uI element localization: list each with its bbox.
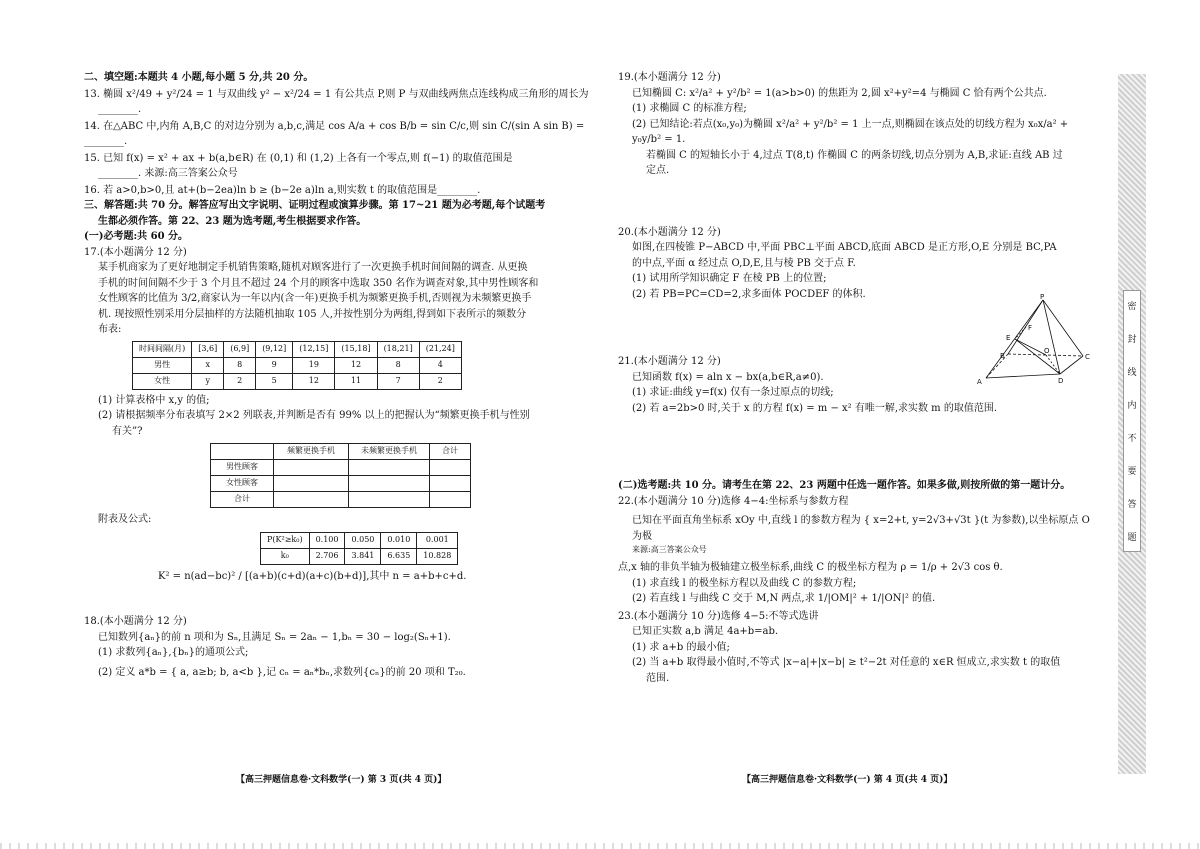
question-22-part-2: (2) 若直线 l 与曲线 C 交于 M,N 两点,求 1/|OM|² + 1/|ON|² 的值. [632,593,936,605]
table-cell: 7 [377,373,419,389]
table-row [133,357,462,373]
fill-section-title: 二、填空题:本题共 4 小题,每小题 5 分,共 20 分。 [84,72,314,83]
pyramid-figure [972,292,1094,386]
question-20-part-2: (2) 若 PB=PC=CD=2,求多面体 POCDEF 的体积. [632,288,866,300]
question-17-line: 女性顾客的比值为 3/2,商家认为一年以内(含一年)更换手机为频繁更换手机,否则视为未频繁更换手 [98,293,532,304]
table-header-cell: (6,9] [224,341,256,357]
table-cell: y [192,373,224,389]
question-21-part-1: (1) 求证:曲线 y=f(x) 仅有一条过原点的切线; [632,387,834,398]
question-18-part-1: (1) 求数列{aₙ},{bₙ}的通项公式; [98,647,249,658]
question-17-line: 机. 现按照性别采用分层抽样的方法随机抽取 105 人,并按性别分为两组,得到如下表所示的频数分 [98,308,527,320]
seal-line-notice [1123,290,1141,552]
table-cell: 19 [293,357,335,373]
question-20-head: 20.(本小题满分 12 分) [618,226,721,238]
table-cell: 8 [224,357,256,373]
table-cell: 10.828 [417,548,458,564]
label-d: D [1058,377,1064,385]
question-17-part-2b: 有关”? [112,425,143,437]
table-cell: x [192,357,224,373]
required-title: (一)必考题:共 60 分。 [84,231,189,242]
question-19-part-2: (2) 已知结论:若点(x₀,y₀)为椭圆 x²/a² + y²/b² = 1 上一点,则椭圆在该点处的切线方程为 x₀x/a² + y₀y/b² = 1. [632,118,1069,145]
question-22-part-1: (1) 求直线 l 的极坐标方程以及曲线 C 的参数方程; [632,577,857,589]
seal-char: 封 [1127,335,1137,345]
label-f: F [1028,324,1033,332]
question-22-line: 已知在平面直角坐标系 xOy 中,直线 l 的参数方程为 { x=2+t, y=2√3+√3t }(t 为参数),以坐标原点 O 为极 [632,515,1090,542]
seal-char: 密 [1127,302,1137,312]
left-page-footer: 【高三押题信息卷·文科数学(一) 第 3 页(共 4 页)】 [236,775,447,785]
seal-char: 线 [1127,368,1137,378]
question-17-part-1: (1) 计算表格中 x,y 的值; [98,394,210,406]
table-cell: P(K²≥k₀) [261,532,310,548]
critical-value-table [260,532,458,565]
table-cell: 6.635 [381,548,417,564]
table-cell: 0.050 [345,532,381,548]
seal-char: 要 [1127,467,1137,477]
question-15: 15. 已知 f(x) = x² + ax + b(a,b∈R) 在 (0,1) 和 (1,2) 上各有一个零点,则 f(−1) 的取值范围是 [84,152,513,164]
table-row [211,492,471,508]
table-header-cell: (21,24] [419,341,461,357]
left-page [84,70,592,680]
elective-section-title: (二)选考题:共 10 分。请考生在第 22、23 两题中任选一题作答。如果多做,则按所做的第一题计分。 [618,480,1071,491]
table-cell: 2 [419,373,461,389]
table-cell: 0.100 [309,532,345,548]
question-23-part-2b: 范围. [646,672,670,684]
appendix-label: 附表及公式: [98,514,152,525]
table-cell: 4 [419,357,461,373]
table-header-cell: [3,6] [192,341,224,357]
table-header-cell: (9,12] [256,341,293,357]
question-20-part-1: (1) 试用所学知识确定 F 在棱 PB 上的位置; [632,273,827,284]
table-cell: 男性顾客 [211,460,274,476]
table-row [211,460,471,476]
seal-char: 不 [1127,434,1137,444]
table-cell: 11 [335,373,377,389]
question-19-line: 已知椭圆 C: x²/a² + y²/b² = 1(a>b>0) 的焦距为 2,圆 x²+y²=4 与椭圆 C 恰有两个公共点. [632,87,1047,99]
solve-section-title: 三、解答题:共 70 分。解答应写出文字说明、证明过程或演算步骤。第 17~21 题为必考题,每个试题考 [84,200,546,211]
seal-char: 答 [1127,500,1137,510]
table-row [211,476,471,492]
question-23-line: 已知正实数 a,b 满足 4a+b=ab. [632,626,779,638]
label-a: A [977,378,982,386]
question-22-line: 点,x 轴的非负半轴为极轴建立极坐标系,曲线 C 的极坐标方程为 ρ = 1/ρ + 2√3 cos θ. [618,562,1003,574]
question-13: 13. 椭圆 x²/49 + y²/24 = 1 与双曲线 y² − x²/24 = 1 有公共点 P,则 P 与双曲线两焦点连线构成三角形的周长为 [84,88,589,100]
seal-char: 内 [1127,401,1137,411]
seal-char: 题 [1127,533,1137,543]
label-p: P [1040,293,1045,301]
question-23-part-2: (2) 当 a+b 取得最小值时,不等式 |x−a|+|x−b| ≥ t²−2t 对任意的 x∈R 恒成立,求实数 t 的取值 [632,657,1061,669]
table-cell: 5 [256,373,293,389]
table-cell: 女性顾客 [211,476,274,492]
label-c: C [1085,353,1090,361]
question-17-part-2: (2) 请根据频率分布表填写 2×2 列联表,并判断是否有 99% 以上的把握认为“频繁更换手机与性别 [98,410,530,421]
question-19-part-3b: 定点. [646,165,670,176]
table-cell: 0.001 [417,532,458,548]
solve-section-title-2: 生都必须作答。第 22、23 题为选考题,考生根据要求作答。 [98,215,367,227]
table-header-cell: 未频繁更换手机 [349,444,430,460]
question-21-part-2: (2) 若 a=2b>0 时,关于 x 的方程 f(x) = m − x² 有唯一解,求实数 m 的取值范围. [632,402,998,414]
table-header-cell: (12,15] [293,341,335,357]
table-header-cell [211,444,274,460]
question-17-line: 手机的时间间隔不少于 3 个月且不超过 24 个月的顾客中选取 350 名作为调查对象,其中男性顾客和 [98,277,539,289]
question-18-part-2: (2) 定义 a*b = { a, a≥b; b, a<b },记 cₙ = aₙ*bₙ,求数列{cₙ}的前 20 项和 T₂₀. [98,666,466,678]
table-header-cell: 频繁更换手机 [274,444,349,460]
question-19-part-3: 若椭圆 C 的短轴长小于 4,过点 T(8,t) 作椭圆 C 的两条切线,切点分别为 A,B,求证:直线 AB 过 [646,149,1063,161]
table-cell: 合计 [211,492,274,508]
source-note: 来源:高三答案公众号 [632,545,707,554]
table-cell: 12 [335,357,377,373]
question-20-line: 如图,在四棱锥 P−ABCD 中,平面 PBC⊥平面 ABCD,底面 ABCD 是正方形,O,E 分别是 BC,PA [632,242,1057,253]
question-21-head: 21.(本小题满分 12 分) [618,356,721,367]
question-18-head: 18.(本小题满分 12 分) [84,616,187,627]
table-header-cell: 合计 [430,444,471,460]
right-page-footer: 【高三押题信息卷·文科数学(一) 第 4 页(共 4 页)】 [742,775,953,785]
question-18-line: 已知数列{aₙ}的前 n 项和为 Sₙ,且满足 Sₙ = 2aₙ − 1,bₙ = 30 − log₂(Sₙ+1). [98,631,451,643]
contingency-table [210,443,471,508]
question-17-line: 布表: [98,324,122,335]
label-e: E [1006,334,1011,342]
question-19-part-1: (1) 求椭圆 C 的标准方程; [632,103,747,114]
table-cell: 女性 [133,373,192,389]
question-23-head: 23.(本小题满分 10 分)选修 4−5:不等式选讲 [618,610,819,622]
table-cell: 2 [224,373,256,389]
question-20-line: 的中点,平面 α 经过点 O,D,E,且与棱 PB 交于点 F. [632,257,856,269]
chi-square-formula: K² = n(ad−bc)² / [(a+b)(c+d)(a+c)(b+d)],其中 n = a+b+c+d. [158,570,467,582]
table-header-cell: (15,18] [335,341,377,357]
table-cell: k₀ [261,548,310,564]
label-o: O [1044,347,1050,355]
question-15-blank: ________. 来源:高三答案公众号 [98,168,238,179]
table-cell: 9 [256,357,293,373]
question-13-blank: ________. [98,104,142,115]
question-23-part-1: (1) 求 a+b 的最小值; [632,641,730,653]
frequency-table [132,341,462,390]
table-cell: 3.841 [345,548,381,564]
question-17-line: 某手机商家为了更好地制定手机销售策略,随机对顾客进行了一次更换手机时间间隔的调查. 从更换 [98,262,528,273]
scan-edge-marks [0,843,1200,849]
table-cell: 0.010 [381,532,417,548]
table-cell: 12 [293,373,335,389]
table-header-cell: 时间间隔(月) [133,341,192,357]
question-21-line: 已知函数 f(x) = aln x − bx(a,b∈R,a≠0). [632,371,824,383]
question-17-head: 17.(本小题满分 12 分) [84,246,187,258]
binding-strip [1118,74,1146,774]
table-cell: 男性 [133,357,192,373]
question-19-head: 19.(本小题满分 12 分) [618,72,721,83]
table-cell: 2.706 [309,548,345,564]
table-header-cell: (18,21] [377,341,419,357]
question-22-head: 22.(本小题满分 10 分)选修 4−4:坐标系与参数方程 [618,495,849,507]
question-16: 16. 若 a>0,b>0,且 at+(b−2ea)ln b ≥ (b−2e a)ln a,则实数 t 的取值范围是________. [84,184,481,196]
table-row [261,532,458,548]
label-b: B [1000,352,1005,360]
table-row [133,373,462,389]
question-14: 14. 在△ABC 中,内角 A,B,C 的对边分别为 a,b,c,满足 cos A/a + cos B/b = sin C/c,则 sin C/(sin A sin B) = ________. [84,120,585,147]
table-row [261,548,458,564]
table-cell: 8 [377,357,419,373]
